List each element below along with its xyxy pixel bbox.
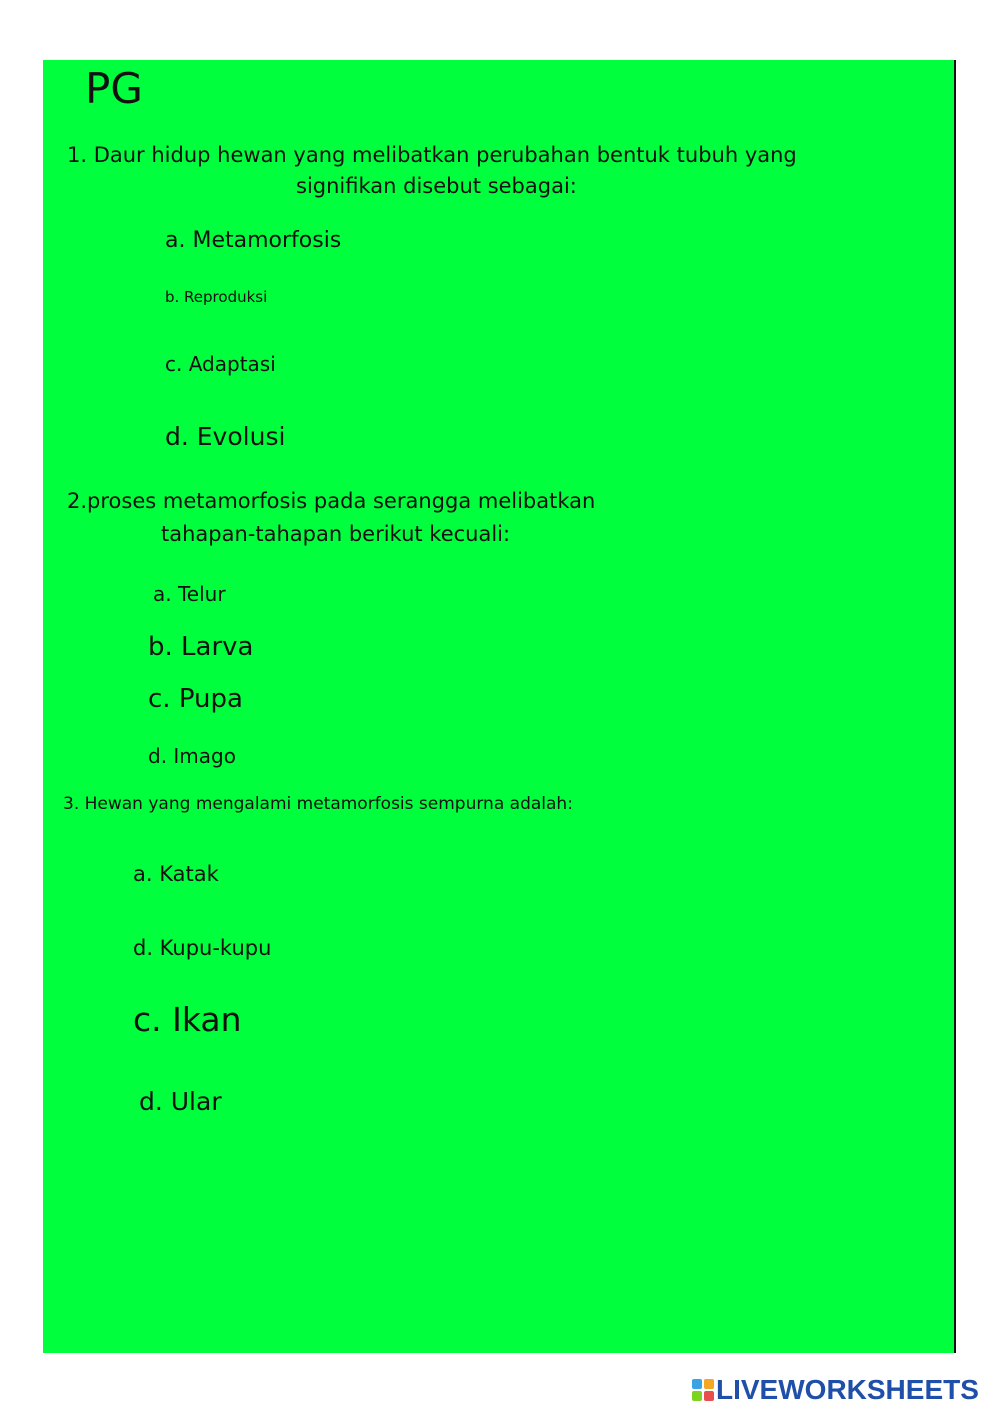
question-3-text-line-1: 3. Hewan yang mengalami metamorfosis sempurna adalah: <box>63 794 573 814</box>
question-1-option-a[interactable]: a. Metamorfosis <box>165 228 342 253</box>
question-3-option-c[interactable]: c. Ikan <box>133 1000 242 1039</box>
question-2-option-a[interactable]: a. Telur <box>153 582 226 606</box>
question-1-text-line-1: 1. Daur hidup hewan yang melibatkan perubahan bentuk tubuh yang <box>67 143 797 167</box>
liveworksheets-brand[interactable] <box>692 1375 979 1405</box>
worksheet-title: PG <box>85 64 143 113</box>
worksheet-page <box>43 60 956 1353</box>
question-2-text-line-2: tahapan-tahapan berikut kecuali: <box>161 522 511 546</box>
logo-square-3 <box>692 1391 702 1401</box>
brand-name: LIVEWORKSHEETS <box>716 1374 979 1405</box>
question-3-option-a[interactable]: a. Katak <box>133 862 219 886</box>
question-1-option-b[interactable]: b. Reproduksi <box>165 288 268 306</box>
question-2-option-b[interactable]: b. Larva <box>148 632 254 662</box>
logo-square-1 <box>692 1379 702 1389</box>
logo-square-2 <box>704 1379 714 1389</box>
question-2-option-c[interactable]: c. Pupa <box>148 684 243 714</box>
question-3-option-d[interactable]: d. Ular <box>139 1087 222 1116</box>
liveworksheets-logo-icon <box>692 1379 714 1401</box>
question-1-option-c[interactable]: c. Adaptasi <box>165 352 276 376</box>
logo-square-4 <box>704 1391 714 1401</box>
question-2-option-d[interactable]: d. Imago <box>148 744 236 768</box>
question-1-text-line-2: signifikan disebut sebagai: <box>296 174 577 198</box>
question-3-option-b[interactable]: d. Kupu-kupu <box>133 936 272 960</box>
question-1-option-d[interactable]: d. Evolusi <box>165 422 286 451</box>
question-2-text-line-1: 2.proses metamorfosis pada serangga melibatkan <box>67 489 596 513</box>
